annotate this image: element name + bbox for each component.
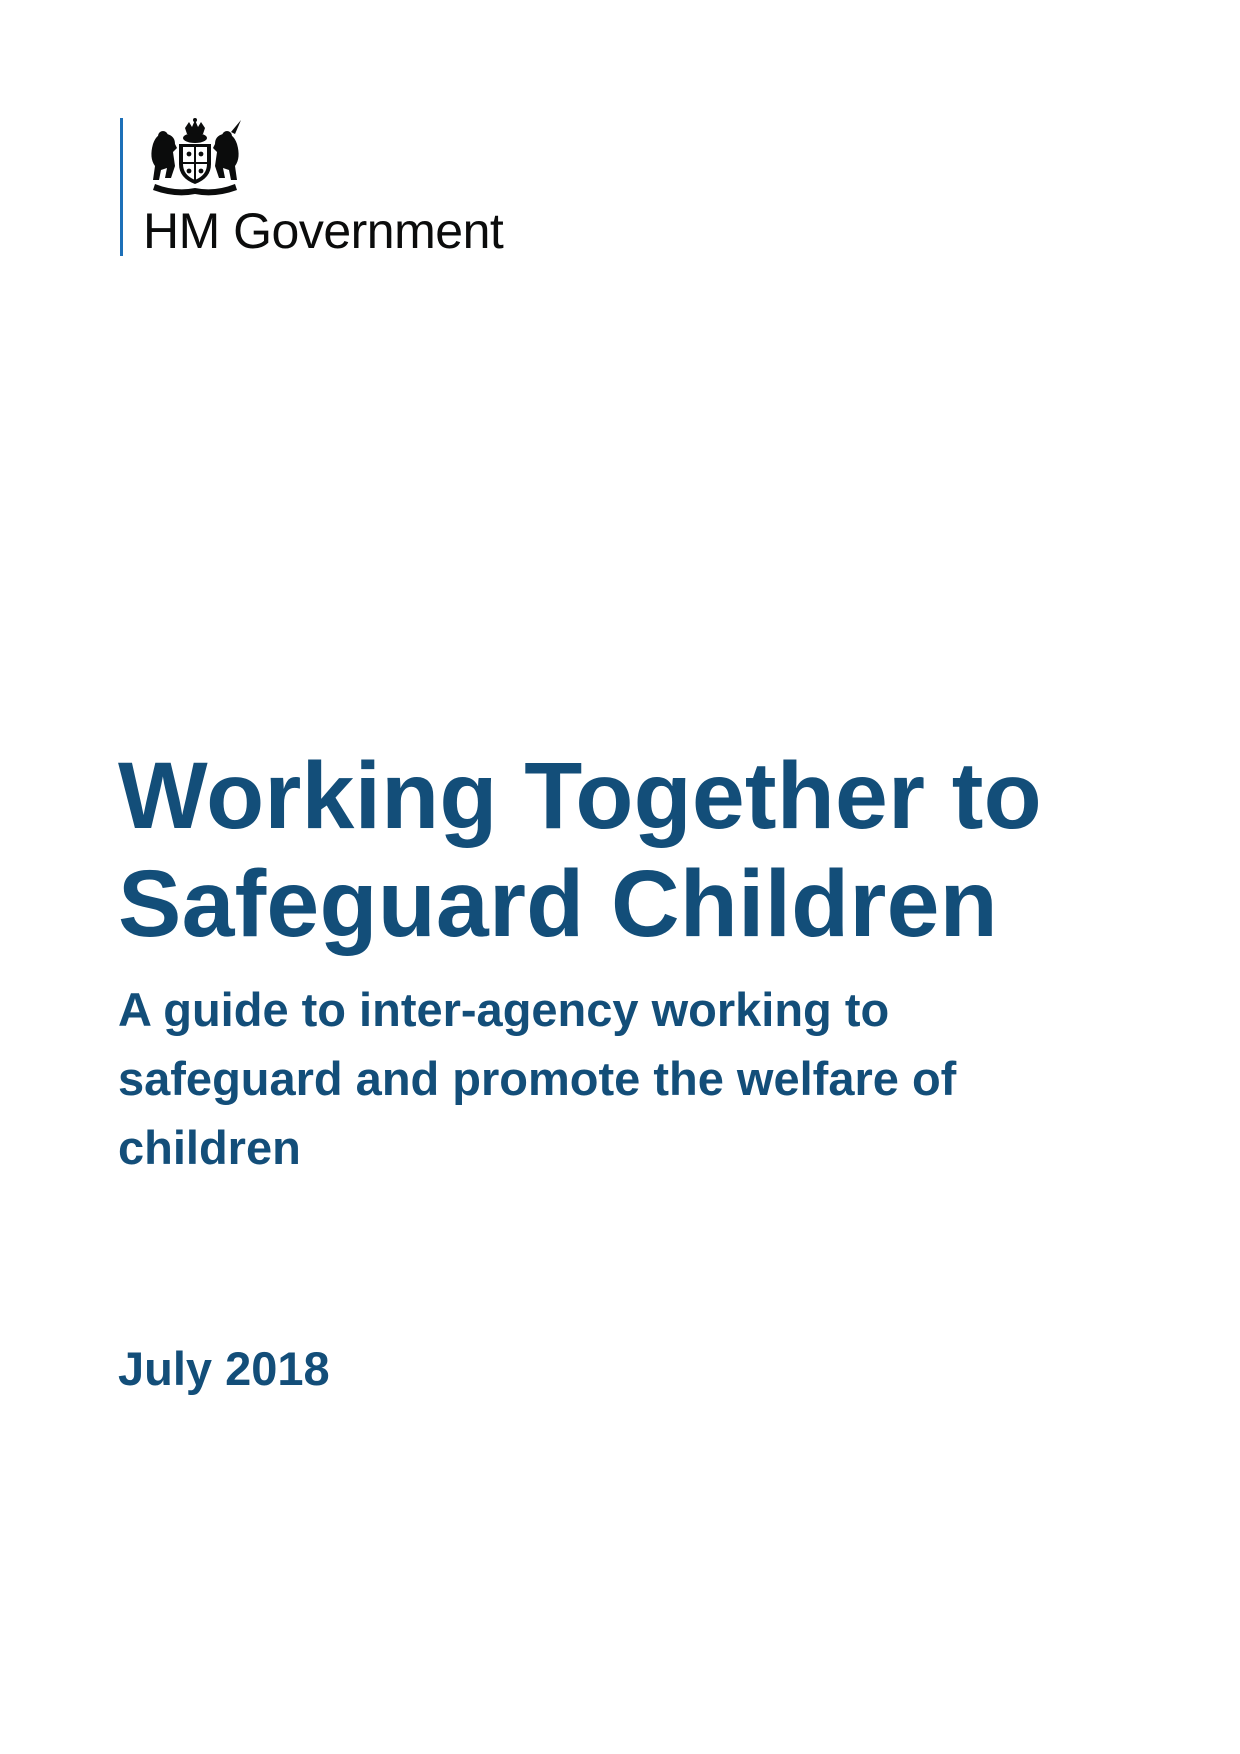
title-line-2: Safeguard Children xyxy=(118,851,998,957)
publication-date: July 2018 xyxy=(118,1342,330,1395)
royal-coat-of-arms-icon xyxy=(145,118,245,198)
organisation-name: HM Government xyxy=(143,203,504,259)
document-subtitle: A guide to inter-agency working to safeguard and promote the welfare of children xyxy=(118,983,957,1174)
document-title xyxy=(118,742,1042,958)
title-line-1: Working Together to xyxy=(118,743,1042,849)
hm-government-logo xyxy=(120,118,504,259)
